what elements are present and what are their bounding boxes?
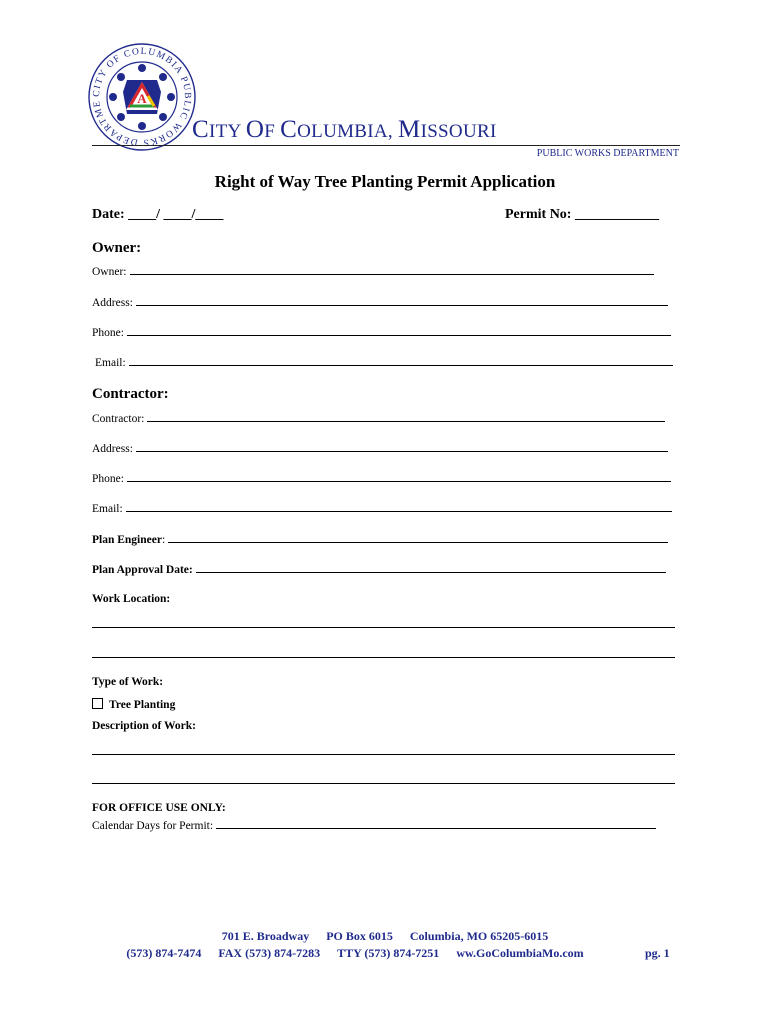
owner-phone-line[interactable] bbox=[127, 325, 671, 336]
owner-email-line[interactable] bbox=[129, 355, 673, 366]
plan-engineer-field[interactable]: Plan Engineer: bbox=[92, 532, 668, 546]
contractor-phone-label: Phone: bbox=[92, 473, 124, 485]
owner-address-field[interactable] bbox=[92, 295, 668, 309]
seal-graphic bbox=[87, 42, 197, 152]
plan-engineer-label: Plan Engineer bbox=[92, 534, 162, 546]
office-use-heading: FOR OFFICE USE ONLY: bbox=[92, 802, 226, 814]
contractor-name-field[interactable] bbox=[92, 411, 665, 425]
owner-name-line[interactable] bbox=[130, 264, 654, 275]
owner-email-label: Email: bbox=[95, 357, 126, 369]
contractor-address-field[interactable] bbox=[92, 441, 668, 455]
owner-section-heading: Owner: bbox=[92, 240, 142, 256]
contractor-email-line[interactable] bbox=[126, 501, 672, 512]
footer-city-zip: Columbia, MO 65205-6015 bbox=[409, 929, 549, 943]
owner-phone-label: Phone: bbox=[92, 327, 124, 339]
date-field[interactable]: Date: ____/ ____/____ bbox=[92, 207, 224, 222]
contractor-email-field[interactable] bbox=[92, 501, 672, 515]
description-line-1[interactable] bbox=[92, 754, 675, 755]
type-of-work-label: Type of Work: bbox=[92, 676, 164, 688]
owner-phone-field[interactable] bbox=[92, 325, 671, 339]
plan-engineer-line[interactable] bbox=[168, 532, 668, 543]
footer-website[interactable]: ww.GoColumbiaMo.com bbox=[456, 946, 584, 960]
contractor-phone-field[interactable] bbox=[92, 471, 671, 485]
tree-planting-label: Tree Planting bbox=[109, 699, 176, 711]
contractor-name-line[interactable] bbox=[147, 411, 665, 422]
contractor-phone-line[interactable] bbox=[127, 471, 671, 482]
page-number: pg. 1 bbox=[645, 946, 670, 960]
calendar-days-label: Calendar Days for Permit: bbox=[92, 820, 214, 832]
owner-name-field[interactable] bbox=[92, 264, 654, 278]
seal-center-letter: A bbox=[137, 91, 147, 106]
contractor-address-label: Address: bbox=[92, 443, 133, 455]
description-line-2[interactable] bbox=[92, 783, 675, 784]
city-seal-logo bbox=[87, 42, 197, 152]
footer-po-box: PO Box 6015 bbox=[326, 929, 393, 943]
contractor-email-label: Email: bbox=[92, 503, 123, 515]
plan-approval-date-field[interactable] bbox=[92, 562, 666, 576]
footer-fax: FAX (573) 874-7283 bbox=[218, 946, 321, 960]
calendar-days-line[interactable] bbox=[216, 818, 656, 829]
owner-address-line[interactable] bbox=[136, 295, 668, 306]
footer-street: 701 E. Broadway bbox=[221, 929, 310, 943]
contractor-name-label: Contractor: bbox=[92, 413, 145, 425]
work-location-label: Work Location: bbox=[92, 593, 171, 605]
plan-approval-date-line[interactable] bbox=[196, 562, 666, 573]
footer-address-line bbox=[0, 929, 770, 944]
header-rule bbox=[92, 145, 680, 146]
seal-ring-text: CITY OF COLUMBIA PUBLIC WORKS DEPARTME bbox=[91, 46, 193, 148]
tree-planting-option[interactable] bbox=[92, 698, 175, 711]
form-title: Right of Way Tree Planting Permit Application bbox=[214, 172, 556, 191]
calendar-days-field[interactable] bbox=[92, 818, 656, 832]
owner-email-field[interactable] bbox=[95, 355, 673, 369]
contractor-section-heading: Contractor: bbox=[92, 386, 169, 402]
plan-approval-date-label: Plan Approval Date: bbox=[92, 564, 193, 576]
contractor-address-line[interactable] bbox=[136, 441, 668, 452]
tree-planting-checkbox[interactable] bbox=[92, 698, 103, 709]
footer-tty: TTY (573) 874-7251 bbox=[337, 946, 440, 960]
department-label: PUBLIC WORKS DEPARTMENT bbox=[536, 148, 679, 159]
work-location-line-2[interactable] bbox=[92, 657, 675, 658]
city-title: CITY OF COLUMBIA, MISSOURI bbox=[192, 116, 497, 143]
owner-name-label: Owner: bbox=[92, 266, 127, 278]
owner-address-label: Address: bbox=[92, 297, 133, 309]
work-location-line-1[interactable] bbox=[92, 627, 675, 628]
permit-number-field[interactable]: Permit No: ____________ bbox=[505, 207, 659, 222]
footer-phone: (573) 874-7474 bbox=[126, 946, 202, 960]
footer-contact-line bbox=[0, 946, 740, 961]
description-of-work-label: Description of Work: bbox=[92, 720, 196, 732]
